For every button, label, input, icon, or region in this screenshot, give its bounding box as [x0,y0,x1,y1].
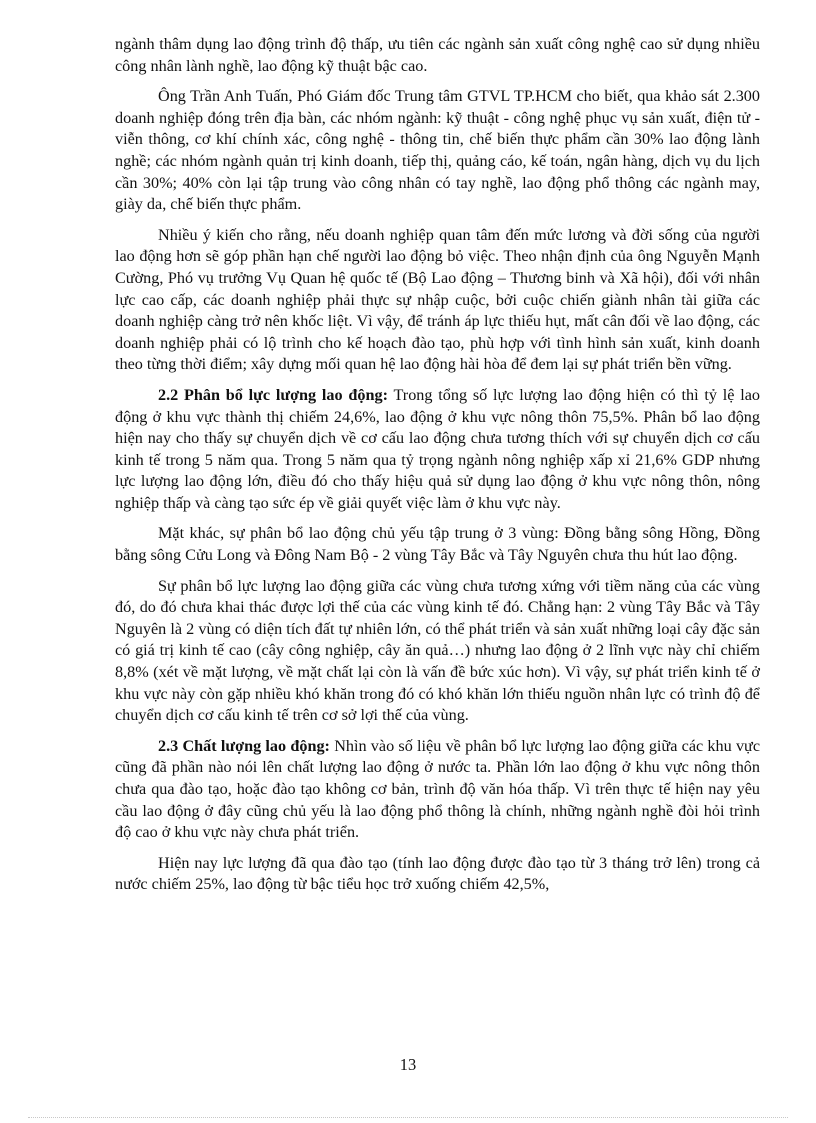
paragraph: Ông Trần Anh Tuấn, Phó Giám đốc Trung tâm GTVL TP.HCM cho biết, qua khảo sát 2.300 doanh nghiệp đóng trên địa bàn, các nhóm ngành: kỹ thuật - công nghệ phục vụ sản xuất, điện tử - viễn thông, cơ khí chính xác, công nghệ - thông tin, chế biến thực phẩm cần 30% lao động lành nghề; các nhóm ngành quản trị kinh doanh, tiếp thị, quảng cáo, kế toán, ngân hàng, dịch vụ du lịch cần 30%; 40% còn lại tập trung vào công nhân có tay nghề, lao động phổ thông các ngành may, giày da, chế biến thực phẩm. [115,87,760,214]
document-body [115,34,760,905]
paragraph: Sự phân bổ lực lượng lao động giữa các vùng chưa tương xứng với tiềm năng của các vùng đó, do đó chưa khai thác được lợi thế của các vùng kinh tế đó. Chẳng hạn: 2 vùng Tây Bắc và Tây Nguyên là 2 vùng có diện tích đất tự nhiên lớn, có thể phát triển và sản xuất những loại cây đặc sản có giá trị kinh tế cao (cây công nghiệp, cây ăn quả…) nhưng lao động ở 2 lĩnh vực này chỉ chiếm 8,8% (xét về mặt lượng, về mặt chất lại còn là vấn đề bức xúc hơn). Vì vậy, sự phát triển kinh tế ở khu vực này còn gặp nhiều khó khăn trong đó có khó khăn lớn thiếu nguồn nhân lực có trình độ để chuyển dịch cơ cấu kinh tế trên cơ sở lợi thế của vùng. [115,576,760,725]
section-heading-2-3: 2.3 Chất lượng lao động: [158,736,330,755]
section-2-2-paragraph [115,385,760,515]
paragraph: ngành thâm dụng lao động trình độ thấp, ưu tiên các ngành sản xuất công nghệ cao sử dụng nhiều công nhân lành nghề, lao động kỹ thuật bậc cao. [115,35,760,75]
paragraph: Mặt khác, sự phân bổ lao động chủ yếu tập trung ở 3 vùng: Đồng bằng sông Hồng, Đồng bằng sông Cửu Long và Đông Nam Bộ - 2 vùng Tây Bắc và Tây Nguyên chưa thu hút lao động. [115,524,760,565]
page-number: 13 [399,1055,417,1074]
paragraph-text: Trong tổng số lực lượng lao động hiện có thì tỷ lệ lao động ở khu vực thành thị chiếm 24,6%, lao động ở khu vực nông thôn 75,5%. Phân bổ lao động hiện nay cho thấy sự chuyển dịch về cơ cấu lao động chưa tương thích với sự chuyển dịch cơ cấu kinh tế trong 5 năm qua. Trong 5 năm qua tỷ trọng ngành nông nghiệp xấp xỉ 21,6% GDP nhưng lực lượng lao động lớn, điều đó cho thấy hiệu quả sử dụng lao động ở khu vực nông thôn, nông nghiệp thấp và càng tạo sức ép về giải quyết việc làm ở khu vực này. [115,385,760,512]
paragraph: Hiện nay lực lượng đã qua đào tạo (tính lao động được đào tạo từ 3 tháng trở lên) trong cả nước chiếm 25%, lao động từ bậc tiểu học trở xuống chiếm 42,5%, [115,853,760,894]
section-2-3-paragraph [115,736,760,844]
paragraph: Nhiều ý kiến cho rằng, nếu doanh nghiệp quan tâm đến mức lương và đời sống của người lao động hơn sẽ góp phần hạn chế người lao động bỏ việc. Theo nhận định của ông Nguyễn Mạnh Cường, Phó vụ trưởng Vụ Quan hệ quốc tế (Bộ Lao động – Thương binh và Xã hội), đối với nhân lực cao cấp, các doanh nghiệp phải thực sự nhập cuộc, bởi cuộc chiến giành nhân tài giữa các doanh nghiệp càng trở nên khốc liệt. Vì vậy, để tránh áp lực thiếu hụt, mất cân đối về lao động, các doanh nghiệp phải có lộ trình cho kế hoạch đào tạo, phù hợp với tình hình sản xuất, kinh doanh theo từng thời điểm; xây dựng mối quan hệ lao động hài hòa để đem lại sự phát triển bền vững. [115,225,760,374]
paragraph-text: Nhìn vào số liệu về phân bổ lực lượng lao động giữa các khu vực cũng đã phần nào nói lên chất lượng lao động ở nước ta. Phần lớn lao động ở khu vực nông thôn chưa qua đào tạo, hoặc đào tạo không cơ bản, trình độ văn hóa thấp. Vì trên thực tế hiện nay yêu cầu lao động ở đây cũng chủ yếu là lao động phổ thông là chính, những ngành nghề đòi hỏi trình độ cao ở khu vực này chưa phát triển. [115,736,761,842]
page-bottom-divider [28,1117,788,1118]
section-heading-2-2: 2.2 Phân bổ lực lượng lao động: [158,385,388,404]
